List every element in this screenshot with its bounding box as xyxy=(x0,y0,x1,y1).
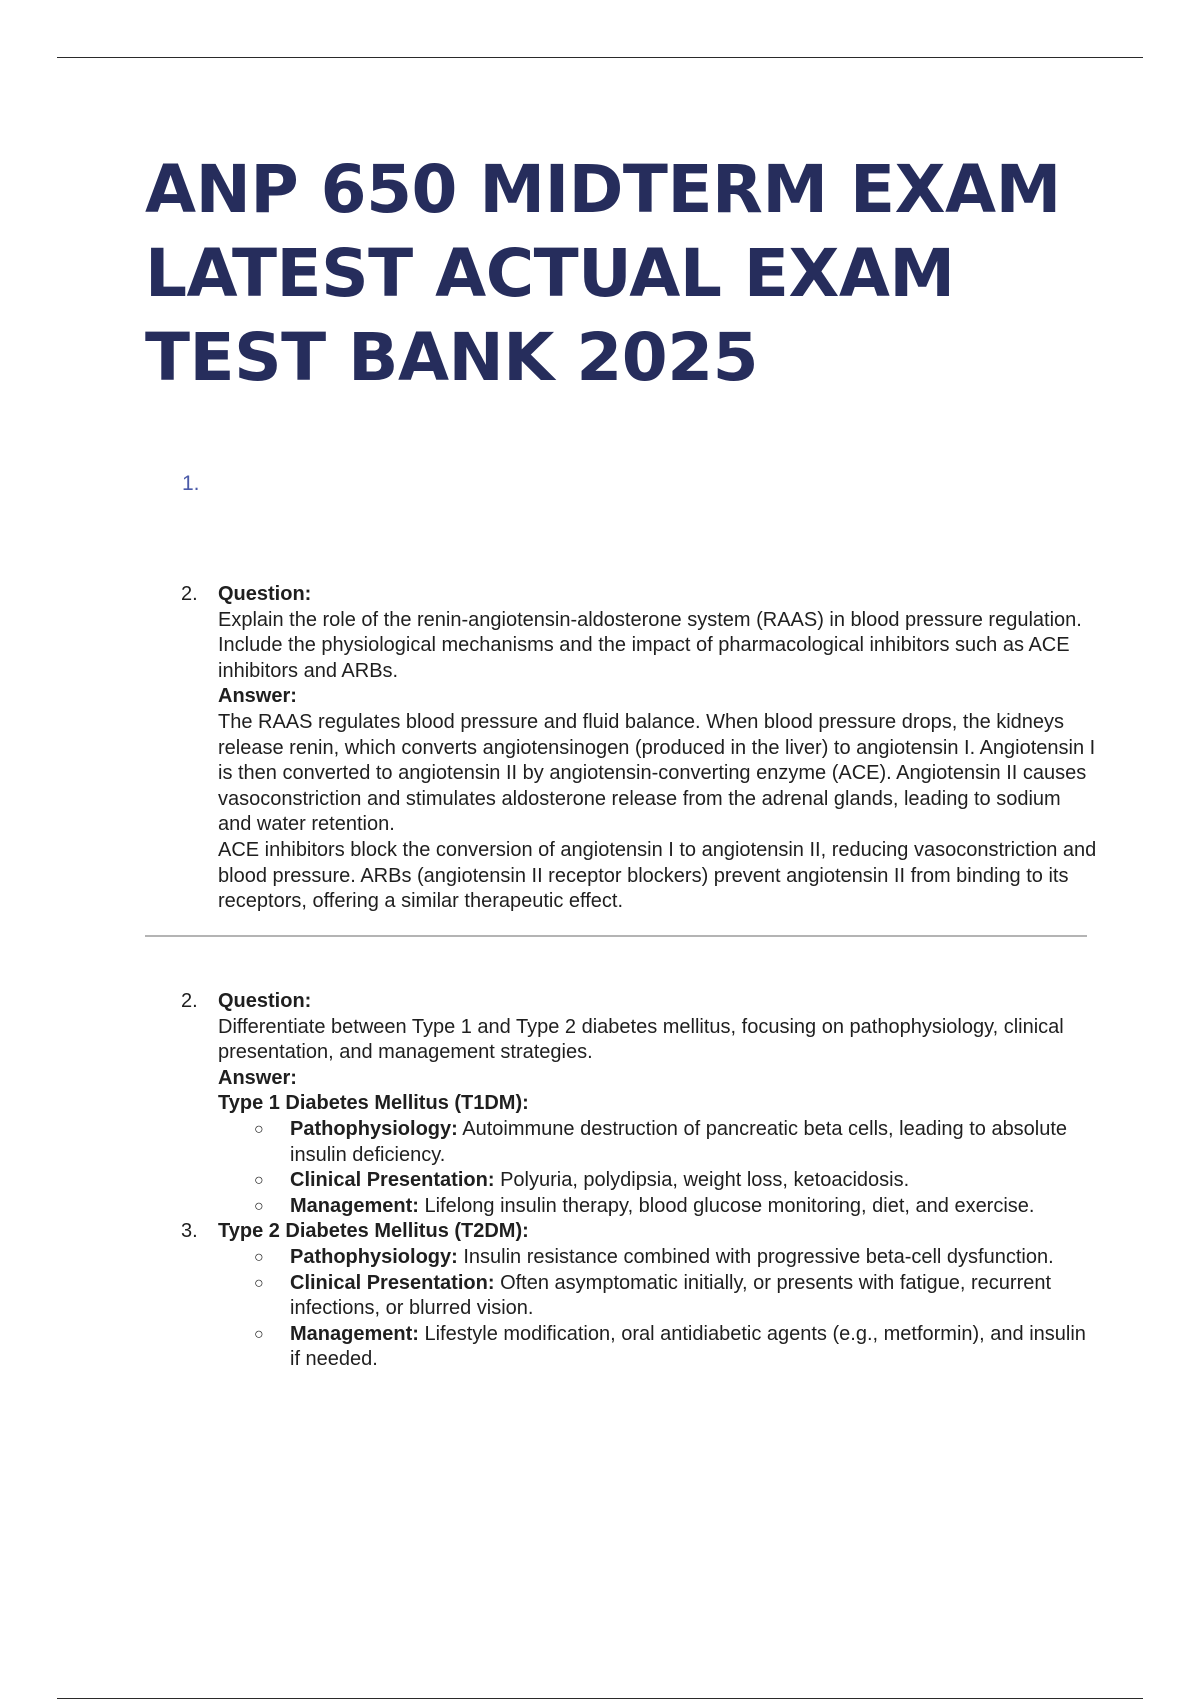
list-item xyxy=(218,1117,1098,1168)
list-item xyxy=(218,1168,1098,1194)
title-line-2: LATEST ACTUAL EXAM xyxy=(145,235,955,312)
item-label: Clinical Presentation: xyxy=(290,1271,495,1294)
item-label: Clinical Presentation: xyxy=(290,1169,495,1192)
item-text: Lifestyle modification, oral antidiabetic agents (e.g., metformin), and insulin if needed. xyxy=(290,1322,1086,1371)
list-item xyxy=(218,1322,1098,1373)
item-label: Pathophysiology: xyxy=(290,1245,458,1268)
item-label: Management: xyxy=(290,1322,419,1345)
document-title xyxy=(145,148,1085,400)
page-top-rule xyxy=(57,57,1143,58)
question-label: Question: xyxy=(218,583,312,605)
list-item-number: 3. xyxy=(181,1220,198,1243)
list-item xyxy=(218,1245,1098,1271)
item-text: Lifelong insulin therapy, blood glucose monitoring, diet, and exercise. xyxy=(424,1194,1035,1217)
subheading-t2dm: Type 2 Diabetes Mellitus (T2DM): xyxy=(218,1220,529,1243)
list-item xyxy=(218,1271,1098,1322)
item-label: Management: xyxy=(290,1194,419,1217)
item-text: Often asymptomatic initially, or presents with fatigue, recurrent infections, or blurred vision. xyxy=(290,1271,1052,1320)
question-block-raas xyxy=(218,582,1098,915)
hollow-circle-bullet-icon: ○ xyxy=(254,1325,264,1343)
t2dm-list xyxy=(218,1245,1098,1373)
hollow-circle-bullet-icon: ○ xyxy=(254,1197,264,1215)
item-text: Polyuria, polydipsia, weight loss, ketoacidosis. xyxy=(500,1169,910,1192)
section-divider xyxy=(145,935,1087,937)
subheading-t1dm: Type 1 Diabetes Mellitus (T1DM): xyxy=(218,1092,529,1115)
question-label: Question: xyxy=(218,990,312,1012)
page-bottom-rule xyxy=(57,1698,1143,1699)
list-item-number: 1. xyxy=(182,472,200,495)
question-text: Differentiate between Type 1 and Type 2 diabetes mellitus, focusing on pathophysiology, clinical presentation, and management strategies. xyxy=(218,1015,1064,1064)
hollow-circle-bullet-icon: ○ xyxy=(254,1248,264,1266)
answer-paragraph: ACE inhibitors block the conversion of angiotensin I to angiotensin II, reducing vasoconstriction and blood pressure. ARBs (angiotensin II receptor blockers) prevent angiotensin II from binding to its receptors, offering a similar therapeutic effect. xyxy=(218,838,1097,913)
title-line-3: TEST BANK 2025 xyxy=(145,319,759,396)
hollow-circle-bullet-icon: ○ xyxy=(254,1120,264,1138)
answer-paragraph: The RAAS regulates blood pressure and fluid balance. When blood pressure drops, the kidneys release renin, which converts angiotensinogen (produced in the liver) to angiotensin I. Angiotensin I is then converted to angiotensin II by angiotensin-converting enzyme (ACE). Angiotensin II causes vasoconstriction and stimulates aldosterone release from the adrenal glands, leading to sodium and water retention. xyxy=(218,710,1096,836)
item-text: Autoimmune destruction of pancreatic beta cells, leading to absolute insulin deficiency. xyxy=(290,1117,1068,1166)
item-text: Insulin resistance combined with progressive beta-cell dysfunction. xyxy=(463,1245,1054,1268)
question-block-diabetes xyxy=(181,989,1098,1373)
question-text: Explain the role of the renin-angiotensin-aldosterone system (RAAS) in blood pressure regulation. Include the physiological mechanisms and the impact of pharmacological inhibitors such as ACE inhibitors and ARBs. xyxy=(218,608,1082,682)
answer-label: Answer: xyxy=(218,685,297,708)
list-item xyxy=(218,1194,1098,1220)
question-number: 2. xyxy=(181,583,198,605)
hollow-circle-bullet-icon: ○ xyxy=(254,1274,264,1292)
title-line-1: ANP 650 MIDTERM EXAM xyxy=(145,151,1061,228)
t1dm-list xyxy=(218,1117,1098,1219)
question-number: 2. xyxy=(181,990,198,1012)
hollow-circle-bullet-icon: ○ xyxy=(254,1172,264,1190)
answer-label: Answer: xyxy=(218,1066,297,1089)
item-label: Pathophysiology: xyxy=(290,1117,458,1140)
